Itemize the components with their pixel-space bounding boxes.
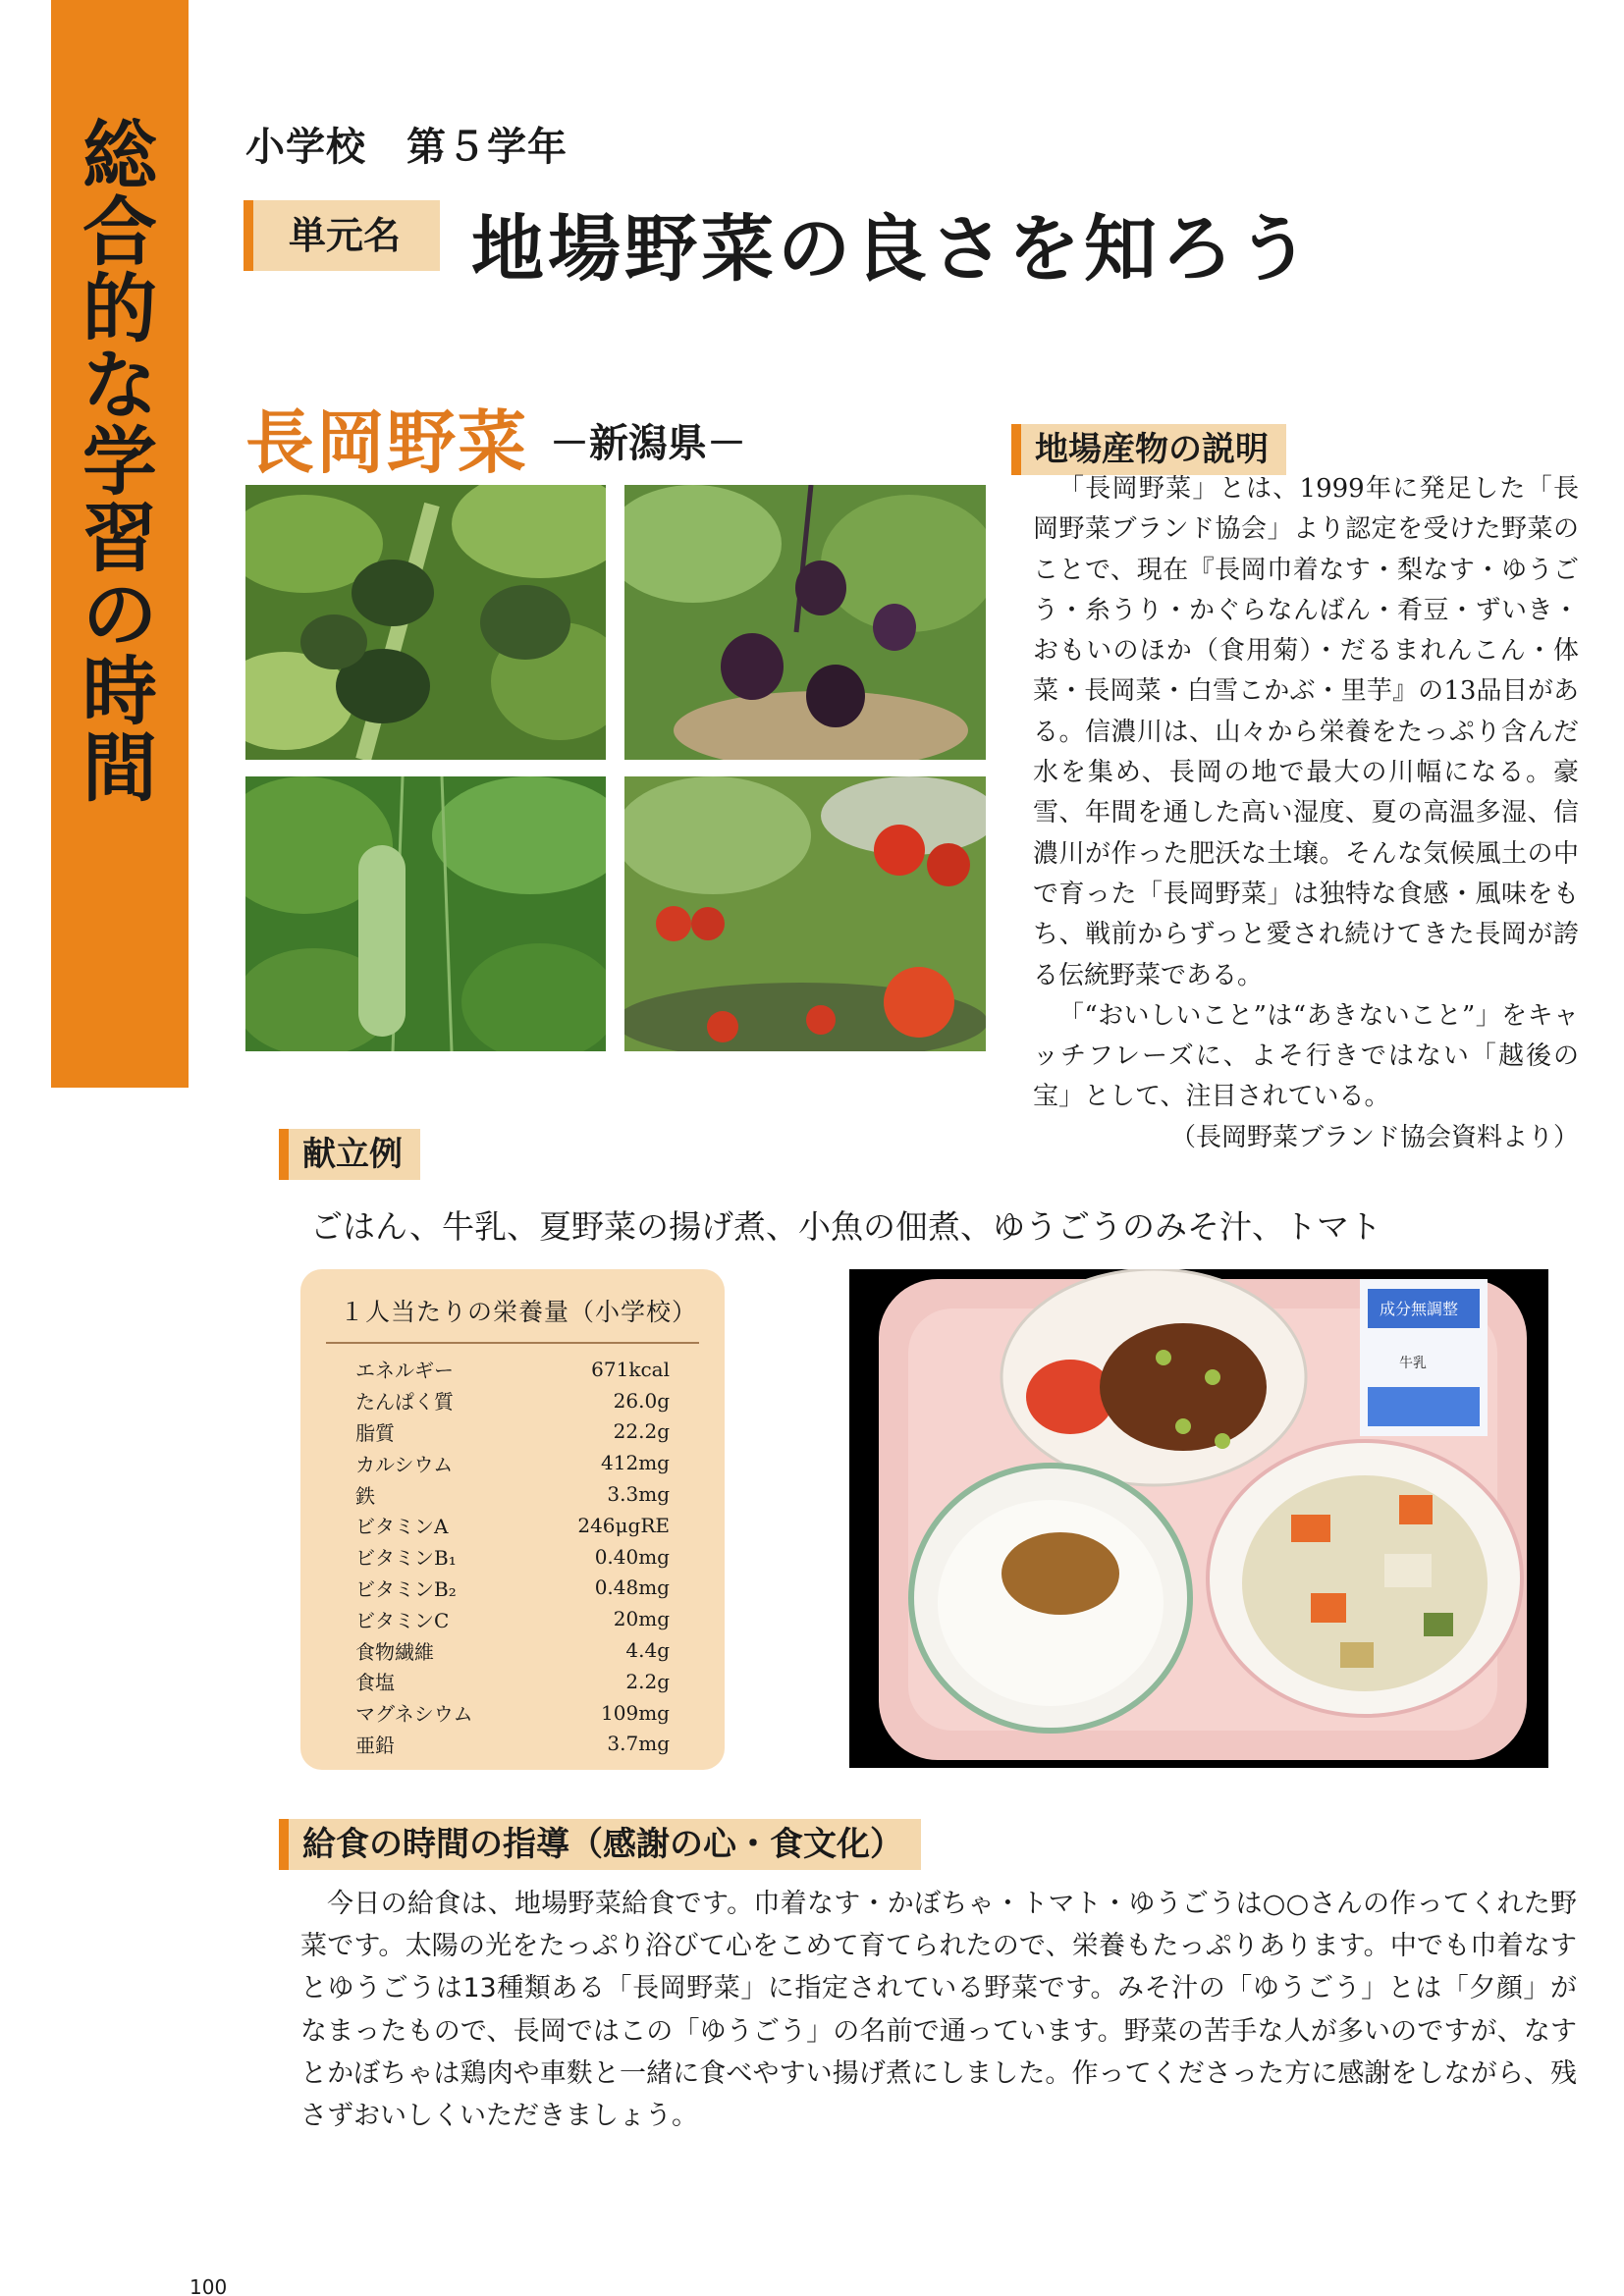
unit-title: 地場野菜の良さを知ろう <box>471 207 1314 292</box>
nutrient-name: ビタミンC <box>355 1608 450 1632</box>
banner-char: の <box>82 571 157 659</box>
nutrition-table <box>355 1354 670 1759</box>
banner-char: 間 <box>82 724 157 812</box>
meal-photo <box>849 1269 1548 1768</box>
nutrient-value: 20mg <box>613 1607 670 1631</box>
nutrition-row <box>355 1447 670 1478</box>
nutrition-row <box>355 1634 670 1666</box>
nutrient-name: たんぱく質 <box>355 1390 454 1415</box>
banner-char: 学 <box>82 418 157 506</box>
nutrition-row <box>355 1729 670 1760</box>
nutrient-value: 2.2g <box>625 1669 670 1693</box>
pumpkin-photo <box>245 485 606 760</box>
nutrient-name: エネルギー <box>355 1359 454 1383</box>
nutrient-value: 3.7mg <box>607 1732 670 1756</box>
nutrition-divider <box>326 1342 699 1344</box>
description-heading: 地場産物の説明 <box>1011 424 1286 475</box>
nutrition-row <box>355 1510 670 1541</box>
banner-char: 総 <box>82 112 157 199</box>
nutrient-value: 22.2g <box>613 1419 670 1444</box>
guidance-text <box>300 1883 1577 2137</box>
description-paragraph: 「“おいしいこと”は“あきないこと”」をキャッチフレーズに、よそ行きではない「越後の宝」として、注目されている。 <box>1033 1000 1579 1112</box>
nutrient-name: 食塩 <box>355 1671 395 1695</box>
guidance-heading: 給食の時間の指導（感謝の心・食文化） <box>279 1819 921 1870</box>
menu-items: ごはん、牛乳、夏野菜の揚げ煮、小魚の佃煮、ゆうごうのみそ汁、トマト <box>310 1207 1381 1246</box>
banner-char: 時 <box>82 648 157 735</box>
nutrient-value: 671kcal <box>591 1357 670 1381</box>
subject-banner-text <box>51 112 189 812</box>
nutrient-value: 26.0g <box>613 1388 670 1413</box>
nutrient-name: カルシウム <box>355 1452 454 1476</box>
nutrient-name: 脂質 <box>355 1420 395 1445</box>
nutrient-value: 4.4g <box>625 1638 670 1663</box>
nutrition-row <box>355 1354 670 1385</box>
nutrition-row <box>355 1541 670 1573</box>
nutrition-row <box>355 1478 670 1510</box>
nutrient-name: ビタミンB₁ <box>355 1546 457 1571</box>
nutrient-value: 0.40mg <box>594 1544 670 1569</box>
description-text <box>1033 469 1579 1158</box>
nutrition-row <box>355 1385 670 1416</box>
gourd-photo <box>245 776 606 1051</box>
vegetable-title: 長岡野菜 <box>245 402 528 483</box>
nutrition-row <box>355 1666 670 1697</box>
milk-label: 成分無調整 <box>1380 1300 1459 1318</box>
nutrient-value: 412mg <box>601 1451 670 1475</box>
nutrient-value: 246μgRE <box>577 1513 670 1537</box>
nutrient-value: 0.48mg <box>594 1575 670 1600</box>
nutrition-row <box>355 1603 670 1634</box>
vegetable-region: －新潟県－ <box>550 421 746 466</box>
banner-char: 的 <box>82 265 157 352</box>
description-paragraph: 「長岡野菜」とは、1999年に発足した「長岡野菜ブランド協会」より認定を受けた野菜のことで、現在『長岡巾着なす・梨なす・ゆうごう・糸うり・かぐらなんばん・肴豆・ずいき・おもいのほか（食用菊）・だるまれんこん・体菜・長岡菜・白雪こかぶ・里芋』の13品目がある。信濃川は、山々から栄養をたっぷり含んだ水を集め、長岡の地で最大の川幅になる。豪雪、年間を通した高い湿度、夏の高温多湿、信濃川が作った肥沃な土壌。そんな気候風土の中で育った「長岡野菜」は独特な食感・風味をもち、戦前からずっと愛され続けてきた長岡が誇る伝統野菜である。 <box>1033 474 1579 990</box>
unit-tag: 単元名 <box>244 200 440 271</box>
nutrition-box <box>300 1269 725 1770</box>
nutrition-row <box>355 1573 670 1604</box>
menu-heading: 献立例 <box>279 1129 420 1180</box>
banner-char: 習 <box>82 495 157 582</box>
nutrient-name: ビタミンB₂ <box>355 1576 457 1601</box>
nutrient-name: 鉄 <box>355 1483 375 1508</box>
banner-char: 合 <box>82 188 157 276</box>
nutrient-value: 109mg <box>601 1700 670 1725</box>
page-number: 100 <box>189 2275 228 2296</box>
nutrient-value: 3.3mg <box>607 1482 670 1507</box>
nutrient-name: 食物繊維 <box>355 1639 434 1664</box>
nutrient-name: マグネシウム <box>355 1702 473 1727</box>
nutrition-title: １人当たりの栄養量（小学校） <box>340 1298 698 1326</box>
guidance-paragraph: 今日の給食は、地場野菜給食です。巾着なす・かぼちゃ・トマト・ゆうごうは○○さんの作ってくれた野菜です。太陽の光をたっぷり浴びて心をこめて育てられたので、栄養もたっぷりあります。中でも巾着なすとゆうごうは13種類ある「長岡野菜」に指定されている野菜です。みそ汁の「ゆうごう」とは「夕顔」がなまったもので、長岡ではこの「ゆうごう」の名前で通っています。野菜の苦手な人が多いのですが、なすとかぼちゃは鶏肉や車麩と一緒に食べやすい揚げ煮にしました。作ってくださった方に感謝をしながら、残さずおいしくいただきましょう。 <box>300 1889 1577 2132</box>
description-source: （長岡野菜ブランド協会資料より） <box>1169 1122 1579 1152</box>
tomato-photo <box>624 776 986 1051</box>
eggplant-photo <box>624 485 986 760</box>
milk-text: 牛乳 <box>1399 1356 1427 1371</box>
banner-char: な <box>82 342 157 429</box>
grade-label: 小学校 第５学年 <box>245 125 568 170</box>
nutrition-row <box>355 1697 670 1729</box>
nutrient-name: ビタミンA <box>355 1515 449 1539</box>
nutrition-row <box>355 1416 670 1448</box>
subject-banner <box>51 0 189 1088</box>
nutrient-name: 亜鉛 <box>355 1733 395 1757</box>
